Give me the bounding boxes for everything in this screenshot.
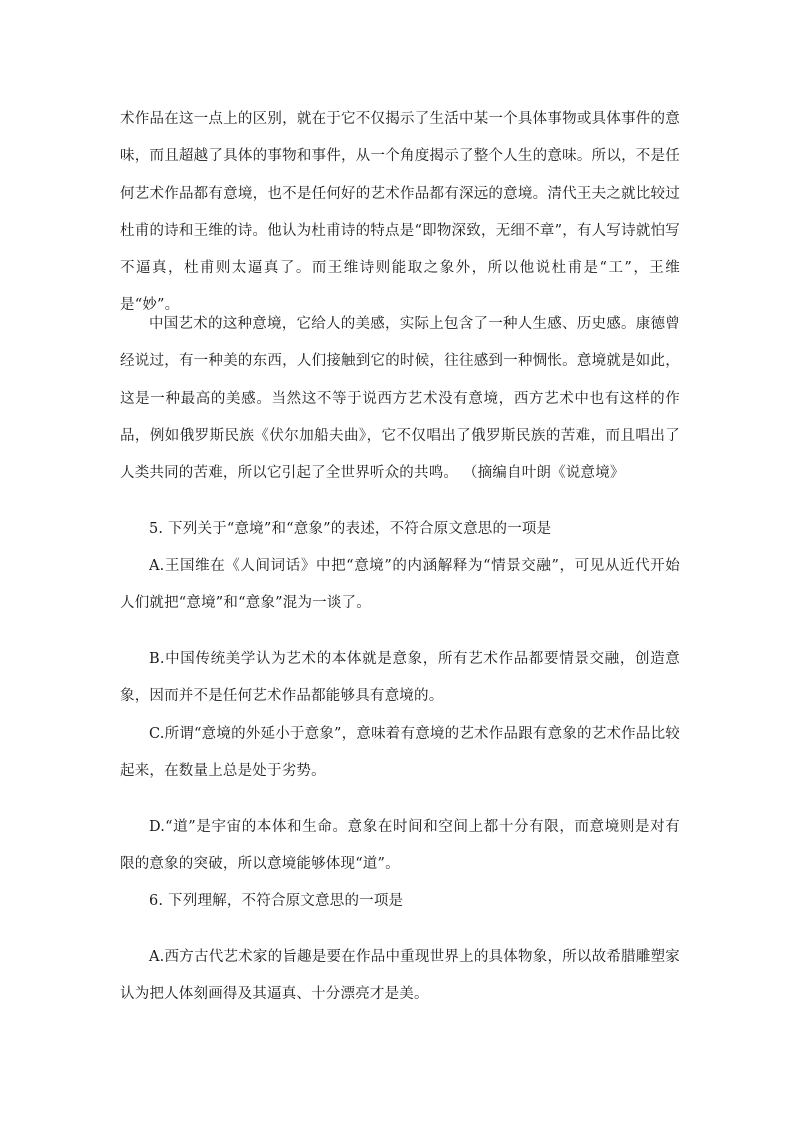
question-5-option-c: C.所谓“意境的外延小于意象”，意味着有意境的艺术作品跟有意象的艺术作品比较起来，在数量上总是处于劣势。 bbox=[120, 726, 680, 780]
question-5-option-b: B.中国传统美学认为艺术的本体就是意象，所有艺术作品都要情景交融，创造意象，因而并不是任何艺术作品都能够具有意境的。 bbox=[120, 651, 680, 705]
question-5: 5. 下列关于“意境”和“意象”的表述，不符合原文意思的一项是 bbox=[149, 521, 552, 537]
question-5-option-a: A.王国维在《人间词话》中把“意境”的内涵解释为“情景交融”，可见从近代开始人们就把“意境”和“意象”混为一谈了。 bbox=[120, 558, 680, 612]
question-6: 6. 下列理解，不符合原文意思的一项是 bbox=[149, 893, 404, 909]
question-5-option-d: D.“道”是宇宙的本体和生命。意象在时间和空间上都十分有限，而意境则是对有限的意象的突破，所以意境能够体现“道”。 bbox=[120, 819, 680, 873]
paragraph-artistic-conception: 中国艺术的这种意境，它给人的美感，实际上包含了一种人生感、历史感。康德曾经说过，有一种美的东西，人们接触到它的时候，往往感到一种惆怅。意境就是如此，这是一种最高的美感。当然这不等于说西方艺术没有意境，西方艺术中也有这样的作品，例如俄罗斯民族《伏尔加船夫曲》，它不仅唱出了俄罗斯民族的苦难，而且唱出了人类共同的苦难，所以它引起了全世界听众的共鸣。 （摘编自叶朗《说意境》 bbox=[120, 316, 680, 482]
paragraph-continuation: 术作品在这一点上的区别，就在于它不仅揭示了生活中某一个具体事物或具体事件的意味，而且超越了具体的事物和事件，从一个角度揭示了整个人生的意味。所以，不是任何艺术作品都有意境，也不是任何好的艺术作品都有深远的意境。清代王夫之就比较过杜甫的诗和王维的诗。他认为杜甫诗的特点是“即物深致，无细不章”，有人写诗就怕写不逼真，杜甫则太逼真了。而王维诗则能取之象外，所以他说杜甫是“工”，王维是“妙”。 bbox=[120, 111, 680, 314]
question-6-option-a: A.西方古代艺术家的旨趣是要在作品中重现世界上的具体物象，所以故希腊雕塑家认为把人体刻画得及其逼真、十分漂亮才是美。 bbox=[120, 949, 680, 1003]
